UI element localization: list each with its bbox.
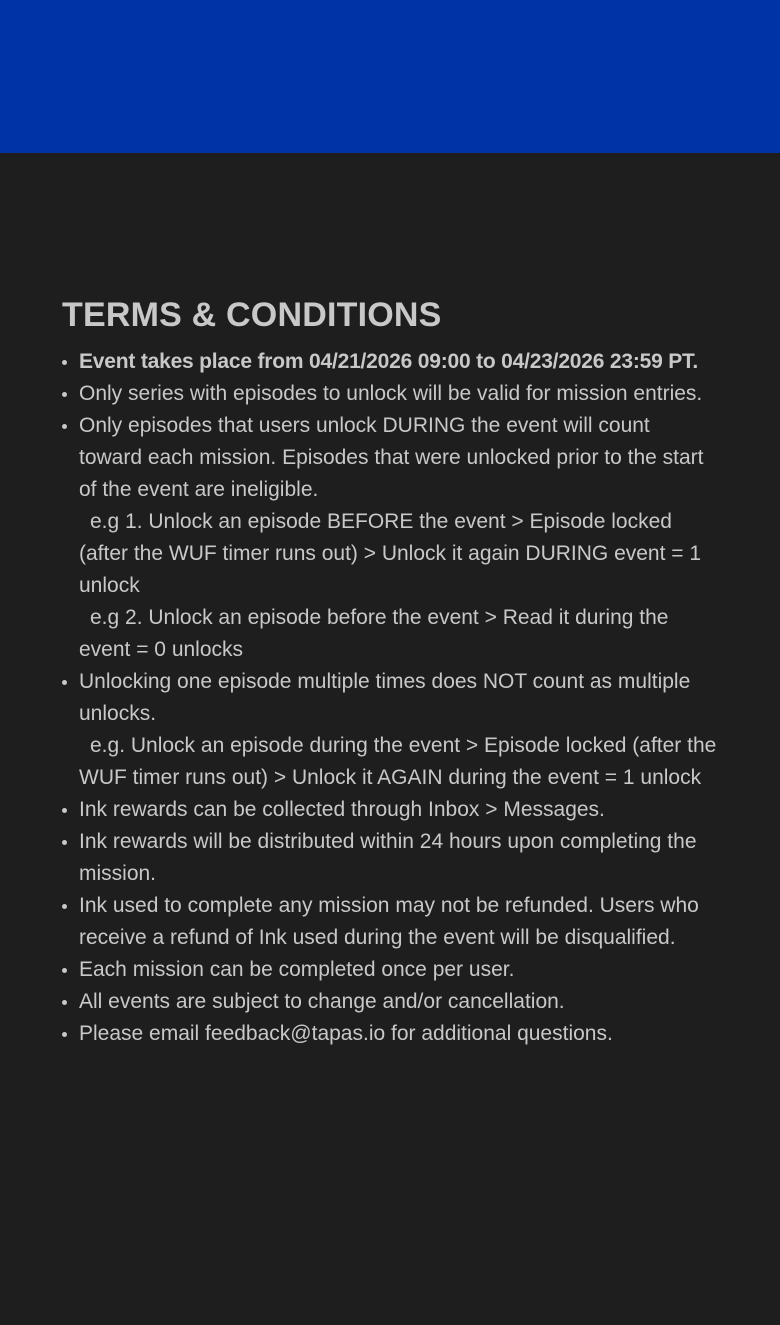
term-item-text: Ink rewards can be collected through Inbox > Messages.: [79, 798, 605, 821]
term-item-event-changes: [79, 986, 718, 1018]
term-item-text: Please email feedback@tapas.io for additional questions.: [79, 1022, 613, 1045]
term-item-text: Ink rewards will be distributed within 24 hours upon completing the mission.: [79, 830, 697, 885]
term-example-line: e.g. Unlock an episode during the event > Episode locked (after the WUF timer runs out) > Unlock it AGAIN during the event = 1 unlock: [79, 734, 717, 789]
terms-title: TERMS & CONDITIONS: [62, 296, 442, 334]
term-item-series-eligibility: [79, 378, 718, 410]
term-item-event-dates: [79, 346, 718, 378]
term-example-line: e.g 2. Unlock an episode before the event > Read it during the event = 0 unlocks: [79, 606, 669, 661]
top-banner: [0, 0, 780, 153]
term-item-ink-refunds: [79, 890, 718, 954]
term-item-unlock-during-event: [79, 410, 718, 666]
term-item-text: Unlocking one episode multiple times does NOT count as multiple unlocks.: [79, 670, 691, 725]
terms-section: [0, 153, 780, 1325]
term-item-text: Only episodes that users unlock DURING the event will count toward each mission. Episodes that were unlocked prior to the start of the event are ineligible.: [79, 414, 704, 501]
term-item-text: Only series with episodes to unlock will be valid for mission entries.: [79, 382, 703, 405]
term-item-ink-distribution: [79, 826, 718, 890]
terms-list: [62, 346, 718, 1050]
term-item-text: Each mission can be completed once per user.: [79, 958, 515, 981]
term-item-multiple-unlocks: [79, 666, 718, 794]
term-item-text: Ink used to complete any mission may not be refunded. Users who receive a refund of Ink used during the event will be disqualified.: [79, 894, 699, 949]
term-item-contact-email: [79, 1018, 718, 1050]
term-example-line: e.g 1. Unlock an episode BEFORE the event > Episode locked (after the WUF timer runs out) > Unlock it again DURING event = 1 unlock: [79, 510, 702, 597]
term-item-ink-collection: [79, 794, 718, 826]
term-item-mission-limit: [79, 954, 718, 986]
term-item-text: Event takes place from 04/21/2026 09:00 to 04/23/2026 23:59 PT.: [79, 350, 698, 373]
term-item-text: All events are subject to change and/or cancellation.: [79, 990, 565, 1013]
